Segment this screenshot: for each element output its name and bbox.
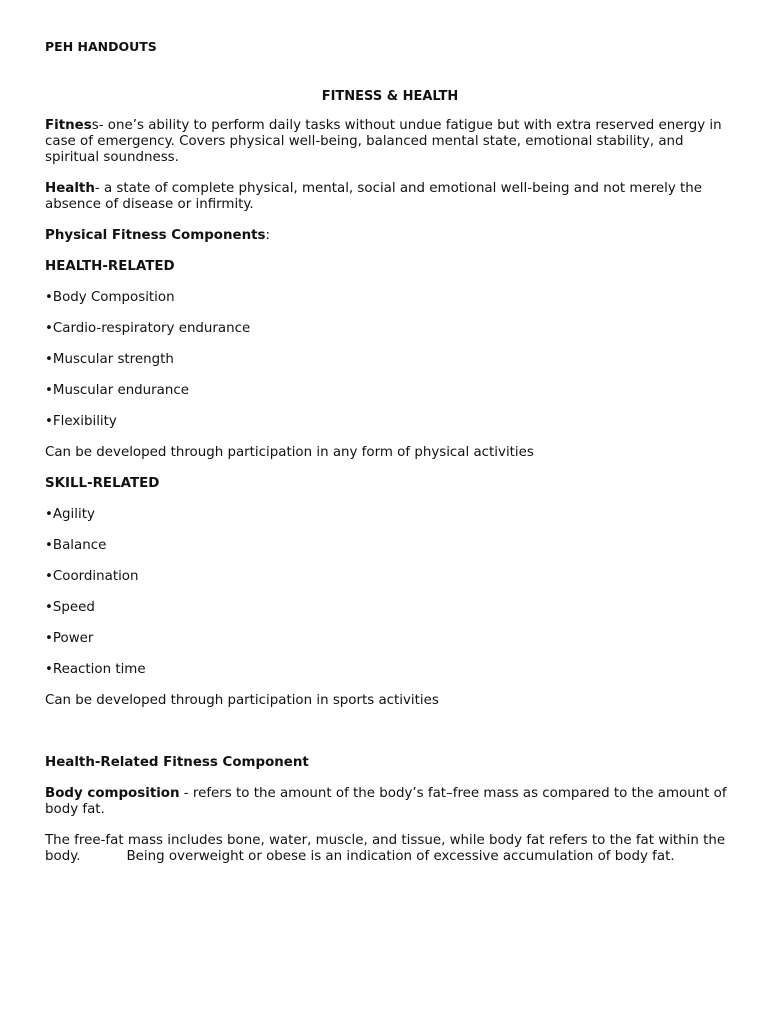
fitness-definition: [45, 118, 735, 166]
fitness-definition-text: - one’s ability to perform daily tasks without undue fatigue but with extra reserved energy in case of emergency. Covers physical well-being, balanced mental state, emotional stability, and spiritual soundness.: [45, 118, 722, 165]
skill-related-heading: SKILL-RELATED: [45, 476, 160, 491]
spacer: [45, 724, 735, 755]
health-definition: [45, 181, 735, 213]
list-item: •Speed: [45, 600, 95, 615]
components-heading: [45, 228, 735, 244]
document-page: [45, 39, 735, 880]
body-composition-text: - refers to the amount of the body’s fat–free mass as compared to the amount of body fat.: [45, 786, 727, 817]
list-item: •Flexibility: [45, 414, 117, 429]
fitness-term-tail: s: [91, 118, 99, 133]
skill-related-note: Can be developed through participation in sports activities: [45, 693, 439, 708]
body-composition-definition: [45, 786, 735, 818]
health-definition-text: - a state of complete physical, mental, social and emotional well-being and not merely the absence of disease or infirmity.: [45, 181, 703, 212]
list-item: •Muscular strength: [45, 352, 174, 367]
fitness-term: Fitnes: [45, 118, 92, 133]
components-heading-text: Physical Fitness Components: [45, 228, 266, 243]
list-item: •Balance: [45, 538, 107, 553]
document-title: FITNESS & HEALTH: [321, 89, 459, 104]
list-item: •Cardio-respiratory endurance: [45, 321, 251, 336]
free-fat-sentence-2: Being overweight or obese is an indication of excessive accumulation of body fat.: [126, 849, 675, 864]
list-item: •Coordination: [45, 569, 139, 584]
section-heading: Health-Related Fitness Component: [45, 755, 309, 770]
list-item: •Agility: [45, 507, 95, 522]
components-heading-colon: :: [265, 228, 271, 243]
free-fat-paragraph: [45, 833, 735, 865]
list-item: •Reaction time: [45, 662, 146, 677]
health-related-heading: HEALTH-RELATED: [45, 259, 175, 274]
list-item: •Body Composition: [45, 290, 175, 305]
list-item: •Muscular endurance: [45, 383, 189, 398]
free-fat-sentence-1: The free-fat mass includes bone, water, muscle, and tissue, while body fat refers to the fat within the body.: [45, 833, 726, 864]
body-composition-term: Body composition: [45, 786, 180, 801]
health-term: Health: [45, 181, 95, 196]
header-label: PEH HANDOUTS: [45, 39, 157, 54]
list-item: •Power: [45, 631, 94, 646]
health-related-note: Can be developed through participation in any form of physical activities: [45, 445, 534, 460]
